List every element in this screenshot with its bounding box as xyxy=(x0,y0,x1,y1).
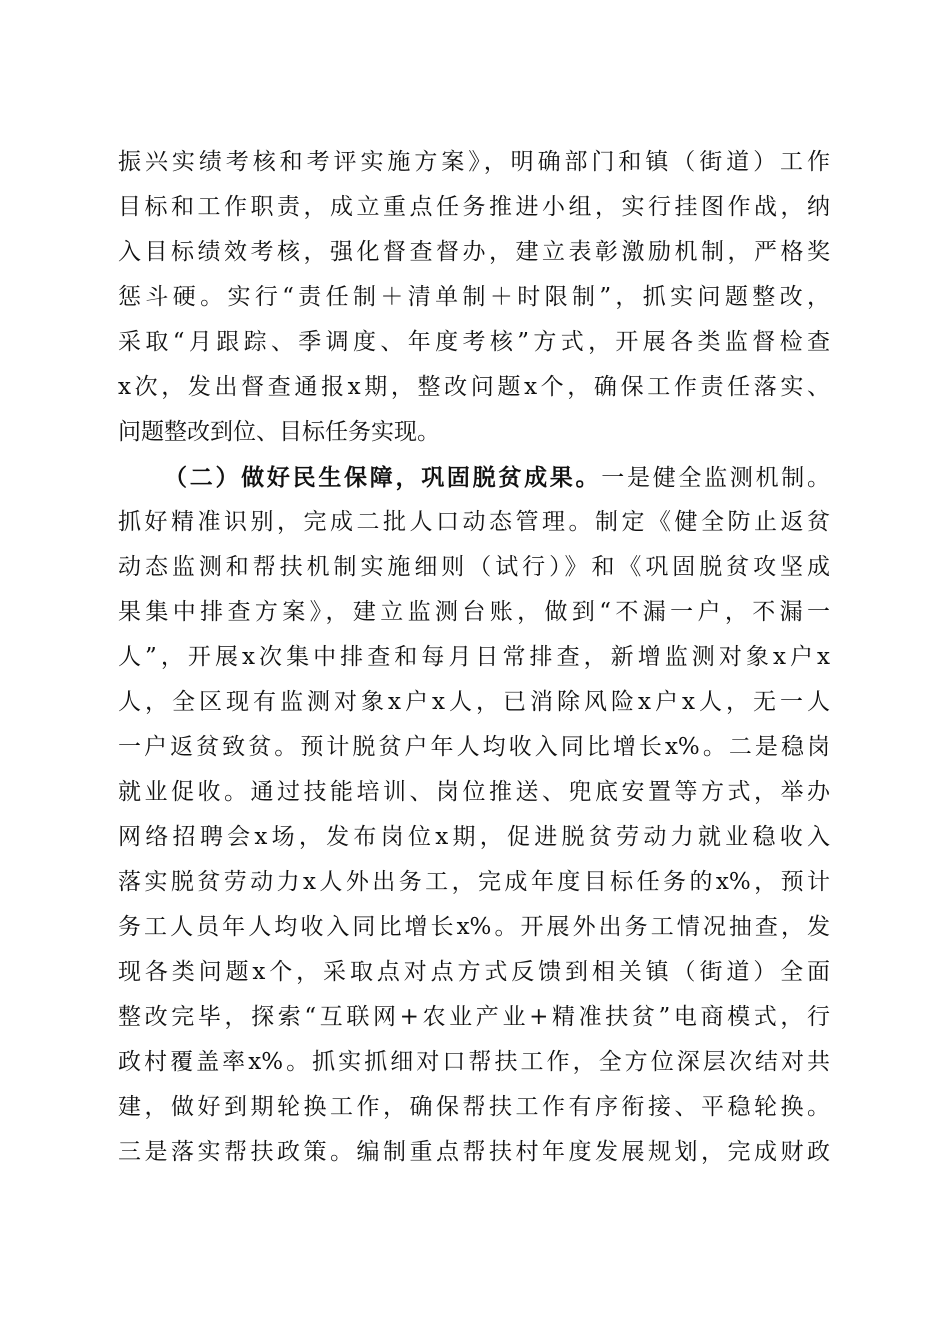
text-line: 一户返贫致贫。预计脱贫户年人均收入同比增长x%。二是稳岗 xyxy=(118,734,830,760)
text-line: 抓好精准识别，完成二批人口动态管理。制定《健全防止返贫 xyxy=(118,509,830,535)
text-line: 入目标绩效考核，强化督查督办，建立表彰激励机制，严格奖 xyxy=(118,239,830,265)
text-line: 问题整改到位、目标任务实现。 xyxy=(118,419,440,445)
paragraph-2 xyxy=(118,455,830,1175)
document-body xyxy=(118,140,830,1175)
text-line: 就业促收。通过技能培训、岗位推送、兜底安置等方式，举办 xyxy=(118,779,830,805)
text-line: 人，全区现有监测对象x户x人，已消除风险x户x人，无一人 xyxy=(118,689,830,715)
section-heading: （二）做好民生保障，巩固脱贫成果。 xyxy=(164,464,602,491)
text-line: 整改完毕，探索“互联网+农业产业+精准扶贫”电商模式，行 xyxy=(118,1004,830,1030)
text-line: 现各类问题x个，采取点对点方式反馈到相关镇（街道）全面 xyxy=(118,959,830,985)
text-line: 果集中排查方案》，建立监测台账，做到“不漏一户，不漏一 xyxy=(118,599,830,625)
text-line: 三是落实帮扶政策。编制重点帮扶村年度发展规划，完成财政 xyxy=(118,1139,830,1165)
text-line: 振兴实绩考核和考评实施方案》，明确部门和镇（街道）工作 xyxy=(118,149,830,175)
text-line: x次，发出督查通报x期，整改问题x个，确保工作责任落实、 xyxy=(118,374,830,400)
section-heading-line xyxy=(118,455,830,500)
text-line: 目标和工作职责，成立重点任务推进小组，实行挂图作战，纳 xyxy=(118,194,830,220)
text-line: 政村覆盖率x%。抓实抓细对口帮扶工作，全方位深层次结对共 xyxy=(118,1049,830,1075)
text-line: 采取“月跟踪、季调度、年度考核”方式，开展各类监督检查 xyxy=(118,329,830,355)
text-line: 建，做好到期轮换工作，确保帮扶工作有序衔接、平稳轮换。 xyxy=(118,1094,830,1120)
text-line: 人”，开展x次集中排查和每月日常排查，新增监测对象x户x xyxy=(118,644,830,670)
text-line: 动态监测和帮扶机制实施细则（试行）》和《巩固脱贫攻坚成 xyxy=(118,554,830,580)
text-line: 网络招聘会x场，发布岗位x期，促进脱贫劳动力就业稳收入 xyxy=(118,824,830,850)
paragraph-1 xyxy=(118,140,830,455)
text-line: 务工人员年人均收入同比增长x%。开展外出务工情况抽查，发 xyxy=(118,914,830,940)
text-line: 落实脱贫劳动力x人外出务工，完成年度目标任务的x%，预计 xyxy=(118,869,830,895)
text-line: 惩斗硬。实行“责任制＋清单制＋时限制”，抓实问题整改， xyxy=(118,284,830,310)
heading-line-rest: 一是健全监测机制。 xyxy=(601,465,831,491)
